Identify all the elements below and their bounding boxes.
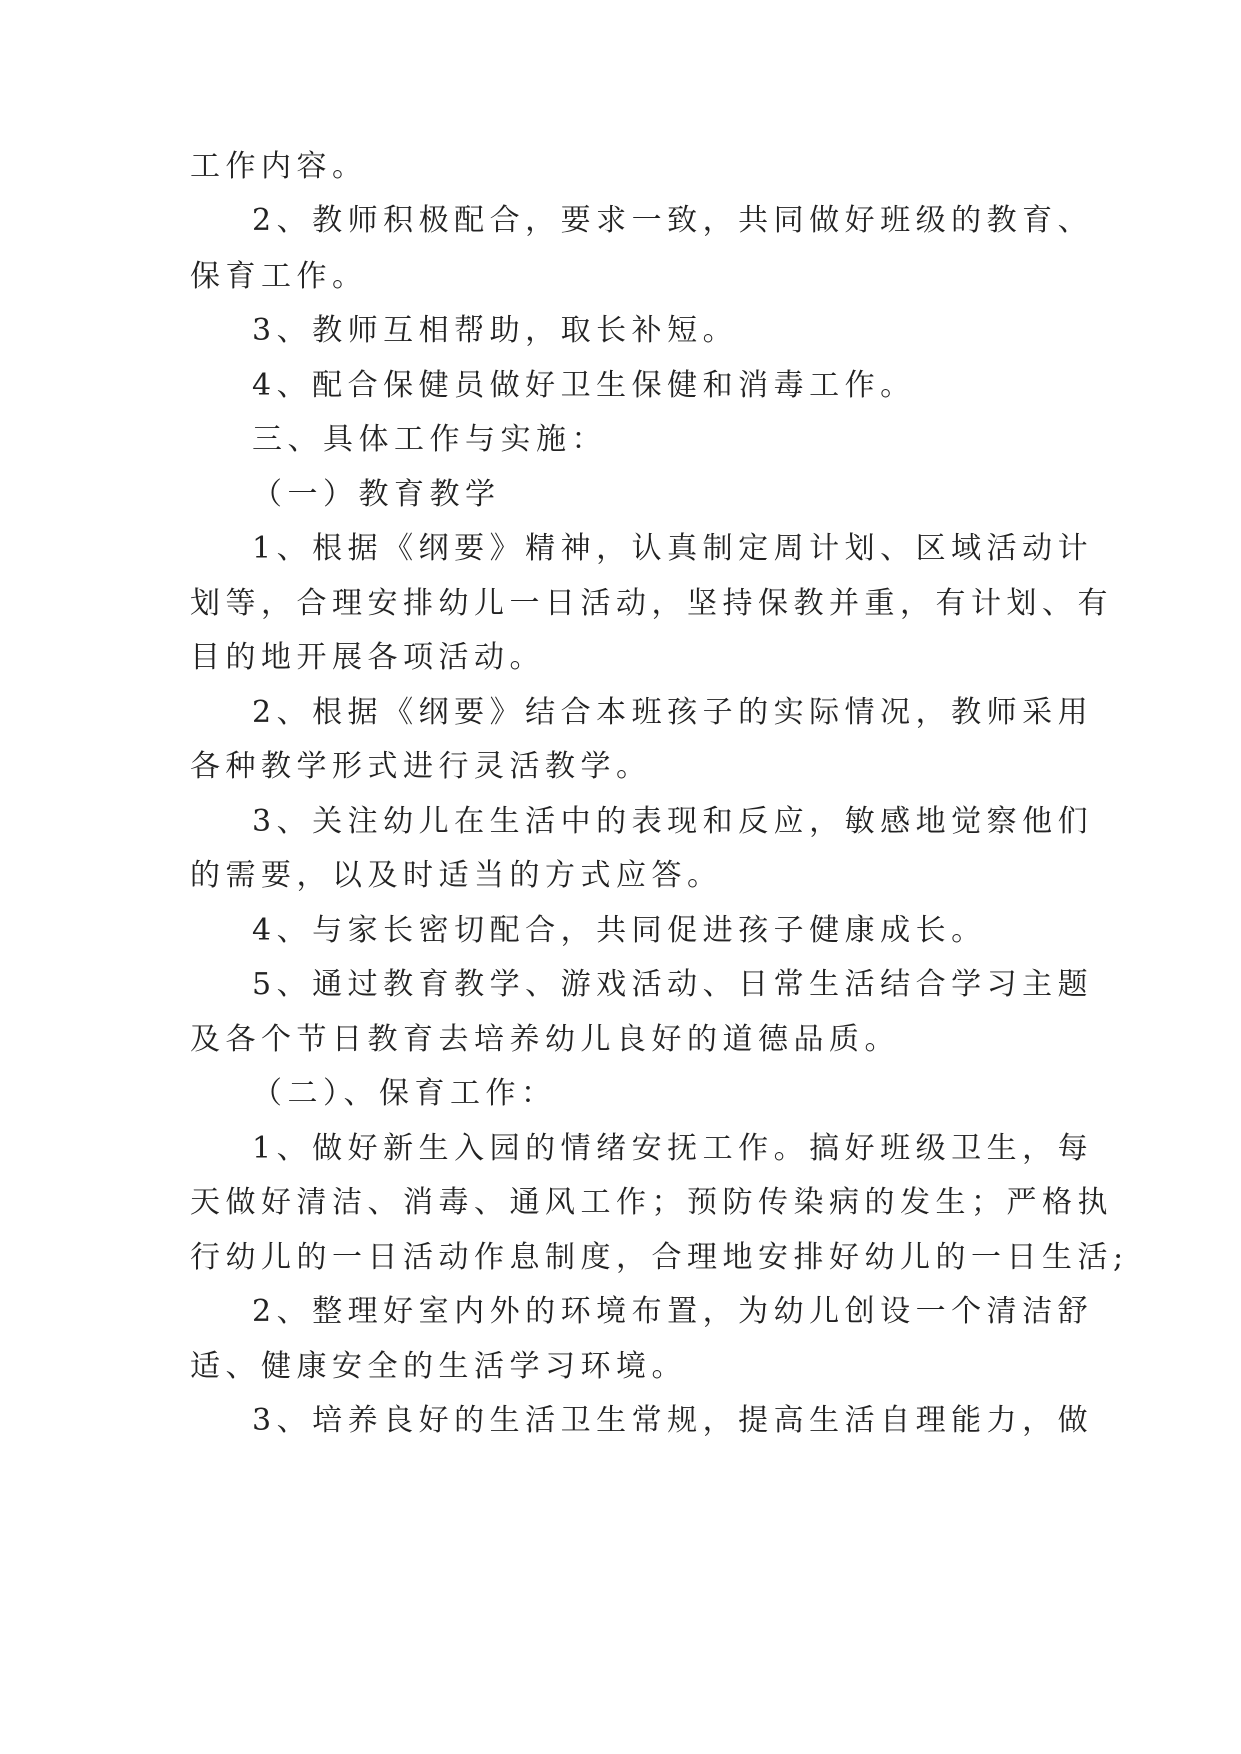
text-line: 1、根据《纲要》精神，认真制定周计划、区域活动计: [252, 531, 1094, 566]
text-line: 4、配合保健员做好卫生保健和消毒工作。: [252, 368, 916, 403]
text-line: 3、教师互相帮助，取长补短。: [252, 313, 739, 348]
subsection-heading: （一）教育教学: [252, 477, 501, 512]
text-line: 目的地开展各项活动。: [190, 640, 545, 675]
text-line: 行幼儿的一日活动作息制度，合理地安排好幼儿的一日生活;: [190, 1240, 1129, 1275]
text-line: 2、整理好室内外的环境布置，为幼儿创设一个清洁舒: [252, 1294, 1094, 1329]
text-line: 5、通过教育教学、游戏活动、日常生活结合学习主题: [252, 967, 1094, 1002]
text-line: 划等，合理安排幼儿一日活动，坚持保教并重，有计划、有: [190, 586, 1113, 621]
text-line: 各种教学形式进行灵活教学。: [190, 749, 652, 784]
text-line: 3、培养良好的生活卫生常规，提高生活自理能力，做: [252, 1403, 1094, 1438]
subsection-heading: （二）、保育工作：: [252, 1076, 557, 1111]
text-line: 工作内容。: [190, 149, 368, 184]
text-line: 天做好清洁、消毒、通风工作；预防传染病的发生；严格执: [190, 1185, 1113, 1220]
text-line: 4、与家长密切配合，共同促进孩子健康成长。: [252, 913, 987, 948]
text-line: 3、关注幼儿在生活中的表现和反应，敏感地觉察他们: [252, 804, 1094, 839]
text-line: 2、根据《纲要》结合本班孩子的实际情况，教师采用: [252, 695, 1094, 730]
text-line: 2、教师积极配合，要求一致，共同做好班级的教育、: [252, 203, 1094, 238]
text-line: 适、健康安全的生活学习环境。: [190, 1349, 687, 1384]
text-line: 1、做好新生入园的情绪安抚工作。搞好班级卫生，每: [252, 1131, 1094, 1166]
section-heading: 三、具体工作与实施：: [252, 422, 607, 457]
text-line: 的需要，以及时适当的方式应答。: [190, 858, 723, 893]
text-line: 保育工作。: [190, 259, 368, 294]
text-line: 及各个节日教育去培养幼儿良好的道德品质。: [190, 1022, 900, 1057]
